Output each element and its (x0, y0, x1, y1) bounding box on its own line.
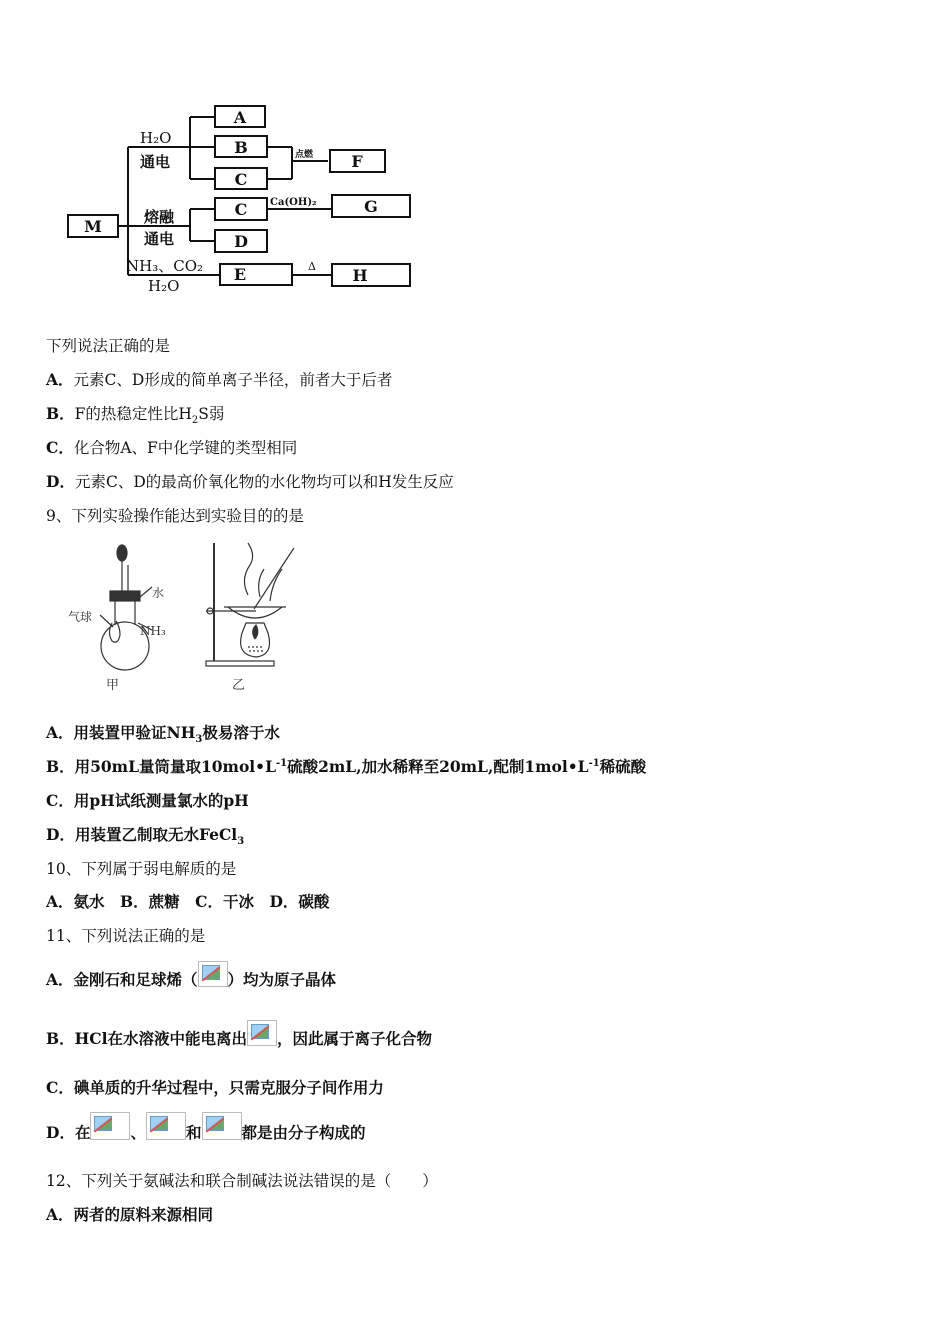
q8-option-c: C．化合物A、F中化学键的类型相同 (46, 438, 298, 457)
node-G-label: G (364, 197, 378, 216)
caoh2-label: Ca(OH)₂ (270, 197, 317, 208)
q11-option-d: D．在 、 和 都是由分子构成的 (46, 1110, 366, 1156)
broken-image-icon (202, 1112, 242, 1140)
q9-option-d: D．用装置乙制取无水FeCl$_3$ (46, 825, 245, 848)
q11-stem: 11、下列说法正确的是 (46, 927, 206, 945)
yi-caption: 乙 (232, 678, 246, 693)
jia-caption: 甲 (106, 678, 120, 693)
q9-stem: 9、下列实验操作能达到实验目的的是 (46, 507, 304, 525)
node-D-label: D (234, 232, 248, 251)
q11-option-a: A．金刚石和足球烯（ ）均为原子晶体 (46, 957, 336, 1003)
broken-image-icon (146, 1112, 186, 1140)
electrolysis-top-label: 通电 (140, 153, 171, 171)
node-B-label: B (234, 138, 248, 157)
reaction-flowchart (60, 95, 420, 305)
heat-label: Δ (308, 260, 316, 273)
q8-option-b: B．F的热稳定性比$H_2S$弱 (46, 404, 225, 427)
q11-option-b: B．HCl在水溶液中能电离出 ，因此属于离子化合物 (46, 1016, 432, 1062)
q8-option-a: A．元素C、D形成的简单离子半径，前者大于后者 (46, 370, 393, 389)
broken-image-icon (90, 1112, 130, 1140)
h2o-top-label: H₂O (140, 129, 172, 147)
q10-options: A．氨水 B．蔗糖 C．干冰 D．碳酸 (46, 892, 330, 911)
node-H-label: H (352, 266, 368, 285)
q12-option-a: A．两者的原料来源相同 (46, 1205, 214, 1224)
electrolysis-mid-label: 通电 (144, 230, 175, 248)
jia-water-label: 水 (152, 586, 165, 600)
node-C2-label: C (234, 200, 248, 219)
node-C1-label: C (234, 170, 248, 189)
jia-nh3-label: NH₃ (140, 624, 166, 638)
node-E-label: E (233, 265, 247, 284)
nh3-co2-label: NH₃、CO₂ (126, 257, 204, 275)
apparatus-jia (68, 545, 166, 693)
broken-image-icon (198, 961, 228, 987)
node-H (332, 264, 410, 286)
q9-option-c: C．用pH试纸测量氯水的pH (46, 791, 249, 810)
q11-option-c: C．碘单质的升华过程中，只需克服分子间作用力 (46, 1078, 384, 1097)
q9-option-b: B．用50mL量筒量取$10mol•L^{-1}$硫酸2mL,加水稀释至20mL,配制$1mol•L^{-1}$稀硫酸 (46, 757, 647, 776)
q10-stem: 10、下列属于弱电解质的是 (46, 860, 237, 878)
jia-balloon-label: 气球 (68, 610, 93, 624)
q12-stem: 12、下列关于氨碱法和联合制碱法说法错误的是（ ） (46, 1172, 438, 1190)
broken-image-icon (247, 1020, 277, 1046)
q8-option-d: D．元素C、D的最高价氧化物的水化物均可以和H发生反应 (46, 472, 454, 491)
apparatus-figure (60, 535, 300, 695)
node-A-label: A (233, 108, 247, 127)
apparatus-yi (206, 543, 294, 693)
node-F-label: F (351, 152, 363, 171)
molten-label: 熔融 (144, 208, 175, 226)
q8-stem: 下列说法正确的是 (46, 337, 171, 355)
ignite-label: 点燃 (295, 150, 314, 160)
h2o-bottom-label: H₂O (148, 277, 180, 295)
node-M-label: M (84, 217, 102, 236)
q9-option-a: A．用装置甲验证$NH_3$极易溶于水 (46, 723, 280, 746)
node-E (220, 264, 292, 285)
